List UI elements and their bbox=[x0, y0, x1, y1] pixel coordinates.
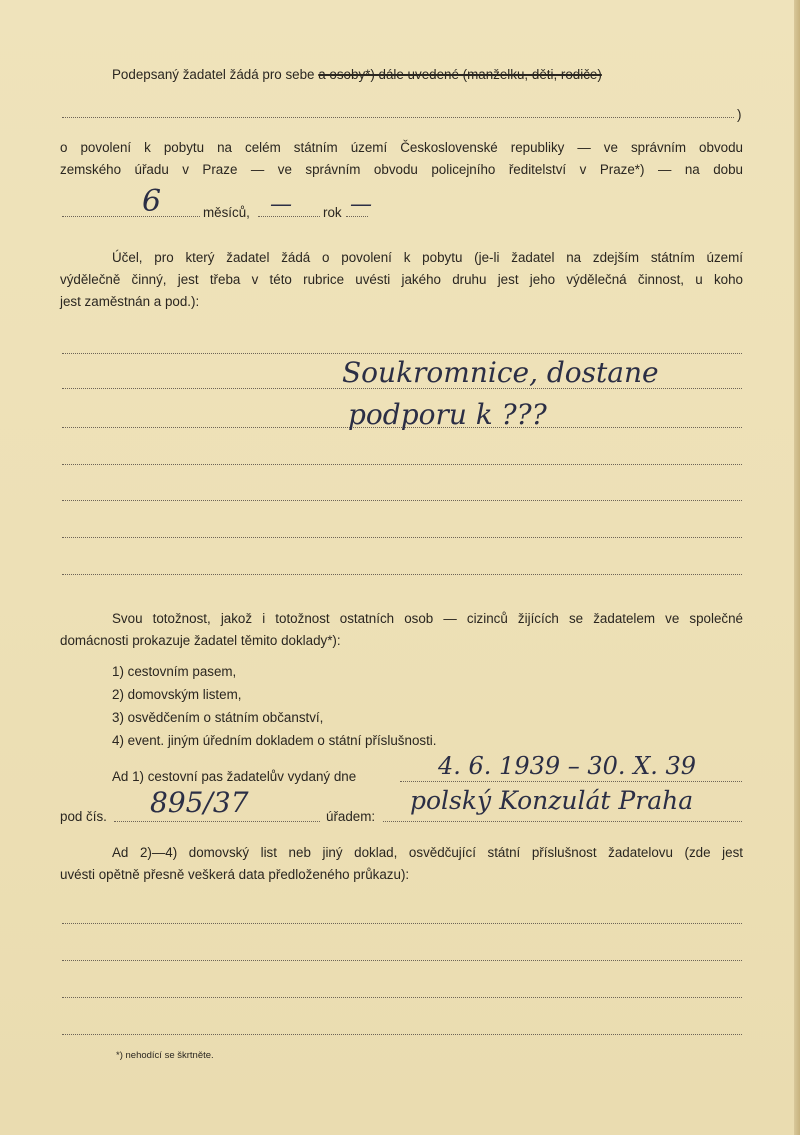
handwritten-purpose-2: podporu k ??? bbox=[348, 398, 547, 431]
purpose-fill-line-6 bbox=[62, 537, 742, 538]
passport-office-label: úřadem: bbox=[326, 809, 376, 824]
permit-line-1: o povolení k pobytu na celém státním území Československé republiky — ve správním obvodu bbox=[60, 140, 743, 155]
years-label: rok bbox=[323, 205, 342, 220]
identity-line-2: domácnosti prokazuje žadatel těmito doklady*): bbox=[60, 633, 341, 648]
handwritten-passport-office: polský Konzulát Praha bbox=[410, 786, 694, 815]
handwritten-months: 6 bbox=[142, 184, 162, 219]
passport-date-line bbox=[400, 781, 742, 782]
intro-line bbox=[112, 64, 602, 86]
other-docs-fill-line-4 bbox=[62, 1034, 742, 1035]
purpose-line-1: Účel, pro který žadatel žádá o povolení k pobytu (je-li žadatel na zdejším státním území bbox=[112, 250, 743, 265]
other-docs-fill-line-1 bbox=[62, 923, 742, 924]
other-docs-fill-line-2 bbox=[62, 960, 742, 961]
other-docs-line-1: Ad 2)—4) domovský list neb jiný doklad, osvědčující státní příslušnost žadatelovu (zde jest bbox=[112, 845, 743, 860]
footnote: *) nehodící se škrtněte. bbox=[116, 1050, 214, 1061]
identity-line-1: Svou totožnost, jakož i totožnost ostatních osob — cizinců žijících se žadatelem ve společné bbox=[112, 611, 743, 626]
identity-item-1: 1) cestovním pasem, bbox=[112, 664, 237, 679]
page-edge bbox=[794, 0, 800, 1135]
handwritten-dash-1: — bbox=[270, 192, 292, 217]
intro-struck-text: a osoby*) dále uvedené (manželku, děti, rodiče) bbox=[318, 67, 602, 82]
other-docs-fill-line-3 bbox=[62, 997, 742, 998]
handwritten-passport-date: 4. 6. 1939 – 30. X. 39 bbox=[438, 752, 697, 780]
months-label: měsíců, bbox=[203, 205, 250, 220]
purpose-fill-line-1 bbox=[62, 353, 742, 354]
permit-line-2: zemského úřadu v Praze — ve správním obvodu policejního ředitelství v Praze*) — na dobu bbox=[60, 162, 743, 177]
other-docs-line-2: uvésti opětně přesně veškerá data předloženého průkazu): bbox=[60, 867, 410, 882]
passport-number-label: pod čís. bbox=[60, 809, 107, 824]
passport-issued-label: Ad 1) cestovní pas žadatelův vydaný dne bbox=[112, 769, 357, 784]
purpose-line-2: výdělečně činný, jest třeba v této rubrice uvésti jakého druhu jest jeho výdělečná činnost, u koho bbox=[60, 272, 743, 287]
purpose-fill-line-7 bbox=[62, 574, 742, 575]
identity-item-2: 2) domovským listem, bbox=[112, 687, 242, 702]
passport-office-line bbox=[383, 821, 742, 822]
identity-item-3: 3) osvědčením o státním občanství, bbox=[112, 710, 324, 725]
handwritten-dash-2: — bbox=[350, 192, 372, 217]
purpose-fill-line-5 bbox=[62, 500, 742, 501]
handwritten-passport-number: 895/37 bbox=[150, 786, 249, 819]
purpose-line-3: jest zaměstnán a pod.): bbox=[60, 294, 200, 309]
intro-close-paren: ) bbox=[737, 107, 742, 122]
months-fill-line bbox=[62, 216, 200, 217]
purpose-fill-line-4 bbox=[62, 464, 742, 465]
passport-number-line bbox=[114, 821, 320, 822]
handwritten-purpose-1: Soukromnice, dostane bbox=[342, 356, 659, 389]
identity-item-4: 4) event. jiným úředním dokladem o státní příslušnosti. bbox=[112, 733, 437, 748]
intro-fill-line bbox=[62, 117, 734, 118]
intro-lead: Podepsaný žadatel žádá pro sebe bbox=[112, 67, 315, 82]
